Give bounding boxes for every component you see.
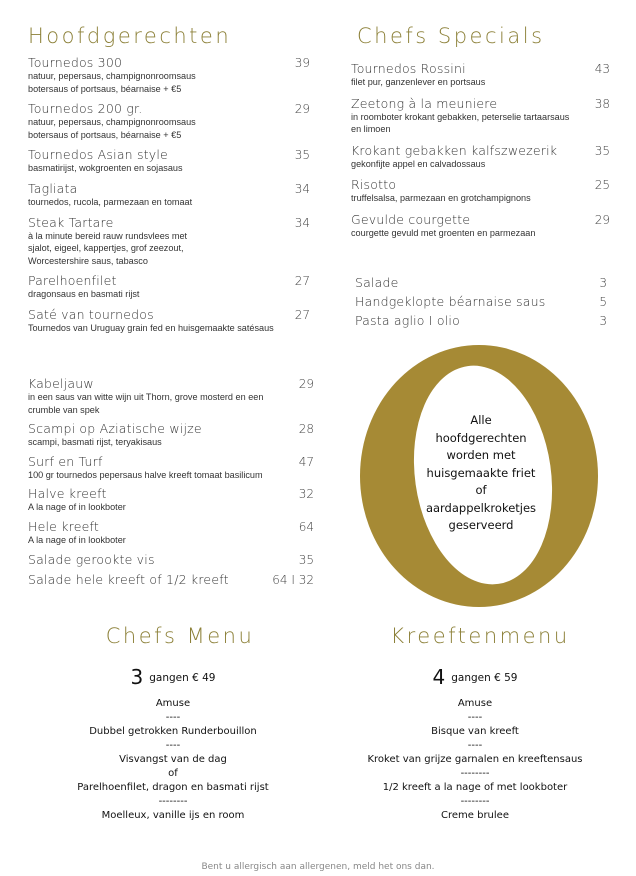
item-price: 5 bbox=[599, 295, 607, 309]
item-name: Tournedos 200 gr. bbox=[28, 101, 143, 117]
item-price: 25 bbox=[594, 178, 610, 193]
menu-course: Amuse bbox=[457, 698, 493, 709]
chefs-menu bbox=[23, 665, 323, 823]
hoofdgerechten-list-2 bbox=[28, 376, 314, 592]
item-name: Hele kreeft bbox=[28, 518, 99, 534]
item-name: Parelhoenfilet bbox=[28, 273, 117, 289]
menu-item bbox=[28, 376, 314, 417]
item-description: Tournedos van Uruguay grain fed en huisgemaakte satésaus bbox=[28, 322, 274, 334]
item-name: Surf en Turf bbox=[28, 453, 103, 469]
item-price: 27 bbox=[294, 274, 310, 289]
item-price: 29 bbox=[294, 102, 310, 117]
menu-course: Moelleux, vanille ijs en room bbox=[101, 810, 245, 821]
kreeftenmenu bbox=[325, 665, 625, 823]
menu-item bbox=[28, 519, 314, 548]
item-price: 34 bbox=[294, 215, 310, 230]
menu-course: Amuse bbox=[155, 698, 191, 709]
menu-item bbox=[28, 273, 310, 302]
item-name: Risotto bbox=[351, 177, 397, 193]
item-name: Saté van tournedos bbox=[28, 306, 154, 322]
item-description: A la nage of in lookboter bbox=[28, 534, 126, 546]
item-price: 32 bbox=[298, 487, 314, 502]
menu-course: Creme brulee bbox=[441, 810, 509, 821]
menu-course: Bisque van kreeft bbox=[431, 726, 519, 737]
item-price: 34 bbox=[294, 181, 310, 196]
item-name: Salade gerookte vis bbox=[28, 551, 155, 567]
item-price: 28 bbox=[298, 422, 314, 437]
callout-line: huisgemaakte friet bbox=[426, 465, 536, 480]
item-name: Tournedos Asian style bbox=[28, 147, 168, 163]
item-name: Pasta aglio I olio bbox=[355, 313, 460, 328]
menu-course: Parelhoenfilet, dragon en basmati rijst bbox=[77, 782, 269, 793]
item-name: Halve kreeft bbox=[28, 486, 107, 502]
item-description: truffelsalsa, parmezaan en grotchampignons bbox=[351, 193, 531, 205]
menu-course: Dubbel getrokken Runderbouillon bbox=[89, 726, 257, 737]
item-name: Steak Tartare bbox=[28, 214, 114, 230]
chefs-menu-price bbox=[23, 665, 323, 689]
courses-count: 4 bbox=[432, 665, 446, 689]
item-description: gekonfijte appel en calvadossaus bbox=[351, 158, 486, 170]
menu-course: ---- bbox=[467, 740, 483, 751]
item-description: botersaus of portsaus, béarnaise + €5 bbox=[28, 129, 182, 141]
menu-course: ---- bbox=[165, 712, 181, 723]
price-text: gangen € 59 bbox=[451, 672, 518, 684]
item-name: Tournedos Rossini bbox=[351, 61, 466, 76]
kreeftenmenu-price bbox=[325, 665, 625, 689]
menu-course: ---- bbox=[165, 740, 181, 751]
item-price: 47 bbox=[298, 454, 314, 469]
item-description: 100 gr tournedos pepersaus halve kreeft tomaat basilicum bbox=[28, 469, 263, 481]
item-name: Scampi op Aziatische wijze bbox=[28, 421, 202, 437]
kreeftenmenu-heading: Kreeftenmenu bbox=[390, 624, 570, 648]
item-description: in een saus van witte wijn uit Thorn, grove mosterd en een bbox=[28, 392, 264, 403]
price-text: gangen € 49 bbox=[149, 672, 216, 684]
menu-course: -------- bbox=[158, 796, 188, 807]
item-price: 29 bbox=[298, 377, 314, 391]
menu-item bbox=[28, 486, 314, 515]
item-description: basmatirijst, wokgroenten en sojasaus bbox=[28, 163, 183, 175]
item-description: en limoen bbox=[351, 124, 391, 136]
item-description: courgette gevuld met groenten en parmezaan bbox=[351, 227, 536, 239]
item-price: 3 bbox=[599, 314, 607, 328]
item-description: crumble van spek bbox=[28, 404, 100, 416]
item-description: in roomboter krokant gebakken, peterselie tartaarsaus bbox=[351, 111, 570, 123]
menu-item bbox=[28, 552, 314, 568]
menu-item bbox=[28, 101, 310, 142]
callout-line: geserveerd bbox=[448, 518, 514, 532]
item-price: 35 bbox=[298, 552, 314, 567]
menu-item bbox=[351, 143, 610, 172]
hoofdgerechten-heading: Hoofdgerechten bbox=[28, 24, 232, 48]
chefs-specials-heading: Chefs Specials bbox=[357, 24, 545, 48]
item-name: Salade bbox=[355, 275, 399, 290]
item-name: Zeetong à la meuniere bbox=[351, 95, 498, 111]
menu-item bbox=[351, 61, 610, 90]
item-description: à la minute bereid rauw rundsvlees met bbox=[28, 230, 188, 242]
item-name: Tagliata bbox=[28, 180, 78, 196]
item-price: 35 bbox=[594, 143, 610, 158]
menu-item bbox=[28, 215, 310, 269]
menu-course: of bbox=[168, 768, 178, 779]
menu-item bbox=[355, 313, 607, 329]
menu-item bbox=[351, 177, 610, 206]
menu-item bbox=[355, 294, 607, 310]
callout-line: worden met bbox=[446, 448, 516, 462]
menu-item bbox=[28, 421, 314, 450]
item-description: A la nage of in lookboter bbox=[28, 502, 126, 514]
item-name: Gevulde courgette bbox=[351, 211, 471, 227]
item-description: filet pur, ganzenlever en portsaus bbox=[351, 77, 486, 88]
item-price: 27 bbox=[294, 307, 310, 322]
item-description: sjalot, eigeel, kappertjes, grof zeezout, bbox=[28, 243, 184, 255]
item-description: scampi, basmati rijst, teryakisaus bbox=[28, 437, 162, 449]
menu-item bbox=[28, 307, 310, 336]
courses-count: 3 bbox=[130, 665, 144, 689]
item-price: 39 bbox=[294, 56, 310, 70]
allergy-notice: Bent u allergisch aan allergenen, meld het ons dan. bbox=[201, 862, 435, 872]
item-description: Worcestershire saus, tabasco bbox=[28, 255, 148, 267]
menu-course: Visvangst van de dag bbox=[119, 754, 227, 765]
callout-line: of bbox=[475, 483, 487, 497]
item-description: tournedos, rucola, parmezaan en tomaat bbox=[28, 196, 193, 208]
item-price: 35 bbox=[294, 148, 310, 163]
menu-item bbox=[351, 96, 610, 137]
chefs-specials-list bbox=[351, 61, 610, 247]
item-description: botersaus of portsaus, béarnaise + €5 bbox=[28, 83, 182, 95]
menu-course: -------- bbox=[460, 796, 490, 807]
menu-item bbox=[28, 55, 310, 96]
menu-item bbox=[28, 147, 310, 176]
item-name: Krokant gebakken kalfszwezerik bbox=[351, 142, 558, 158]
callout-text bbox=[413, 412, 549, 535]
menu-item bbox=[28, 572, 314, 588]
menu-course: 1/2 kreeft a la nage of met lookboter bbox=[382, 782, 568, 793]
item-price: 64 bbox=[298, 519, 314, 534]
menu-item bbox=[28, 181, 310, 210]
callout-line: hoofdgerechten bbox=[435, 430, 527, 445]
extras-list bbox=[355, 275, 607, 332]
menu-course: -------- bbox=[460, 768, 490, 779]
callout-line: aardappelkroketjes bbox=[425, 500, 537, 515]
item-name: Salade hele kreeft of 1/2 kreeft bbox=[28, 571, 229, 587]
item-description: natuur, pepersaus, champignonroomsaus bbox=[28, 71, 196, 82]
menu-course: Kroket van grijze garnalen en kreeftensaus bbox=[367, 754, 583, 765]
item-name: Tournedos 300 bbox=[28, 55, 123, 70]
menu-item bbox=[355, 275, 607, 291]
item-price: 43 bbox=[594, 62, 610, 76]
callout-line: Alle bbox=[470, 413, 492, 427]
item-description: dragonsaus en basmati rijst bbox=[28, 289, 140, 301]
item-price: 38 bbox=[594, 96, 610, 111]
menu-item bbox=[28, 454, 314, 483]
item-price: 29 bbox=[594, 212, 610, 227]
item-description: natuur, pepersaus, champignonroomsaus bbox=[28, 117, 196, 129]
menu-course: ---- bbox=[467, 712, 483, 723]
item-name: Kabeljauw bbox=[28, 376, 94, 391]
hoofdgerechten-list bbox=[28, 55, 310, 341]
item-name: Handgeklopte béarnaise saus bbox=[355, 294, 546, 309]
item-price: 3 bbox=[599, 276, 607, 290]
item-price: 64 I 32 bbox=[272, 572, 314, 587]
menu-item bbox=[351, 212, 610, 241]
chefs-menu-heading: Chefs Menu bbox=[105, 624, 255, 648]
